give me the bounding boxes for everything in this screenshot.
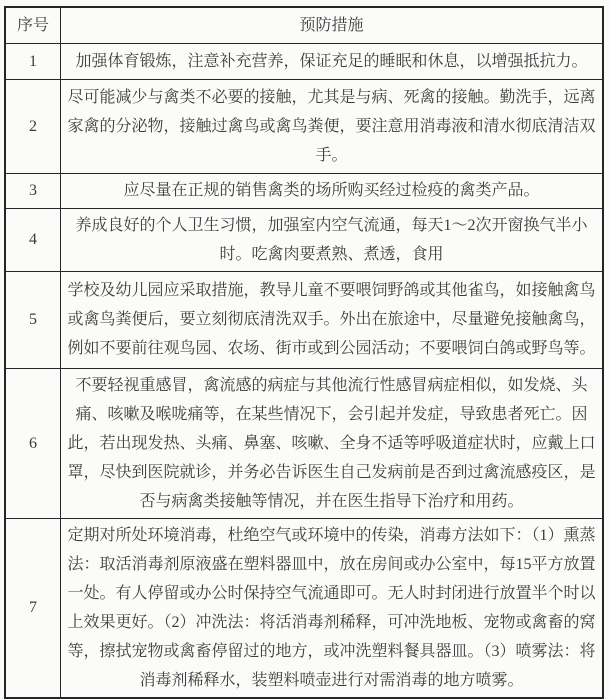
measure-text-cell: 定期对所处环境消毒，杜绝空气或环境中的传染，消毒方法如下：（1）熏蒸法：取活消毒剂原液盛在塑料器皿中，放在房间或办公室中，每15平方放置一处。有人停留或办公时保持空气流通即可。无人时封闭进行放置半个时以上效果更好。（2）冲洗法：将活消毒剂稀释，可冲洗地板、宠物或禽畜的窝等，擦拭宠物或禽畜停留过的地方，或冲洗塑料餐具器皿。（3）喷雾法：将消毒剂稀释水，装塑料喷壶进行对需消毒的地方喷雾。 (61, 518, 604, 698)
row-number-cell: 1 (5, 43, 61, 79)
table-row (5, 271, 603, 368)
table-row (5, 79, 603, 173)
header-cell-prevention-measures: 预防措施 (61, 7, 604, 43)
measure-text-cell: 养成良好的个人卫生习惯，加强室内空气流通，每天1～2次开窗换气半小时。吃禽肉要煮熟、煮透，食用 (61, 208, 604, 271)
row-number-cell: 3 (5, 173, 61, 208)
table-row (5, 368, 603, 518)
row-number-cell: 5 (5, 271, 61, 368)
row-number-cell: 7 (5, 518, 61, 698)
table-header-row (5, 7, 603, 43)
row-number-cell: 6 (5, 368, 61, 518)
row-number-cell: 2 (5, 79, 61, 173)
measure-text-cell: 学校及幼儿园应采取措施，教导儿童不要喂饲野鸽或其他雀鸟，如接触禽鸟或禽鸟粪便后，要立刻彻底清洗双手。外出在旅途中，尽量避免接触禽鸟，例如不要前往观鸟园、农场、街市或到公园活动；不要喂饲白鸽或野鸟等。 (61, 271, 604, 368)
row-number-cell: 4 (5, 208, 61, 271)
table-row (5, 518, 603, 698)
header-cell-serial-number: 序号 (5, 7, 61, 43)
table-row (5, 208, 603, 271)
prevention-measures-table (4, 6, 604, 699)
measure-text-cell: 不要轻视重感冒，禽流感的病症与其他流行性感冒病症相似，如发烧、头痛、咳嗽及喉咙痛等，在某些情况下，会引起并发症，导致患者死亡。因此，若出现发热、头痛、鼻塞、咳嗽、全身不适等呼吸道症状时，应戴上口罩，尽快到医院就诊，并务必告诉医生自己发病前是否到过禽流感疫区，是否与病禽类接触等情况，并在医生指导下治疗和用药。 (61, 368, 604, 518)
measure-text-cell: 应尽量在正规的销售禽类的场所购买经过检疫的禽类产品。 (61, 173, 604, 208)
measure-text-cell: 尽可能减少与禽类不必要的接触，尤其是与病、死禽的接触。勤洗手，远离家禽的分泌物，接触过禽鸟或禽鸟粪便，要注意用消毒液和清水彻底清洁双手。 (61, 79, 604, 173)
measure-text-cell: 加强体育锻炼，注意补充营养，保证充足的睡眠和休息，以增强抵抗力。 (61, 43, 604, 79)
table-row (5, 43, 603, 79)
table-row (5, 173, 603, 208)
